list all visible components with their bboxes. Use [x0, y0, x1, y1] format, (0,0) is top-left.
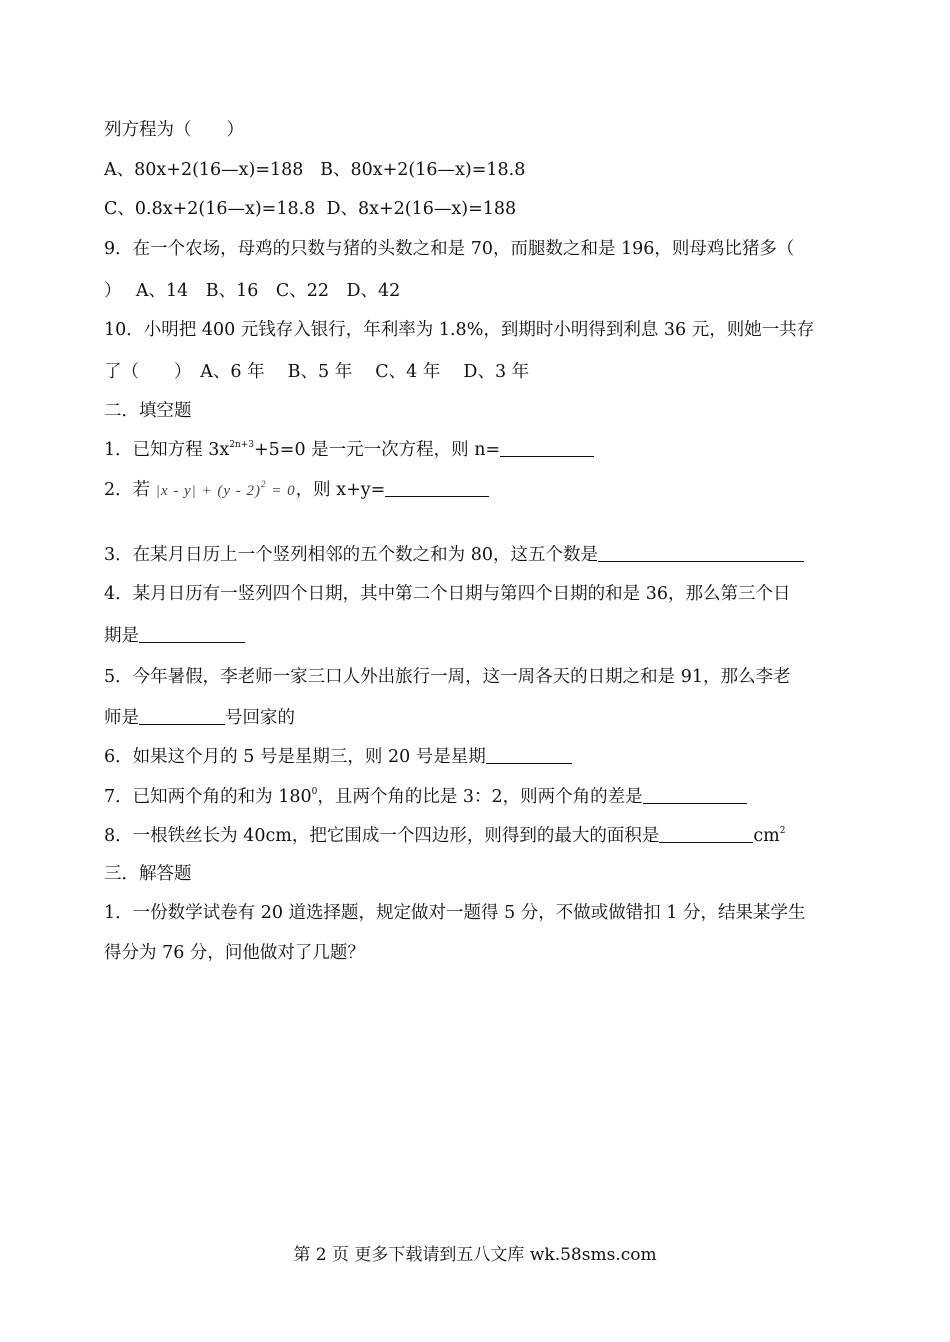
fill-q7-blank [643, 787, 747, 804]
fill-q4-line2 [104, 624, 850, 648]
fill-q2-pre: 2．若 [104, 480, 151, 500]
fill-q8 [104, 824, 850, 848]
fill-q2-post: ，则 x+y= [295, 480, 386, 500]
fill-q8-text: 8．一根铁丝长为 40cm，把它围成一个四边形，则得到的最大的面积是 [104, 826, 660, 846]
fill-q4-blank [139, 626, 245, 643]
fill-q6 [104, 745, 850, 769]
fill-q5-blank [139, 708, 225, 725]
fill-q4-text: 期是 [104, 626, 139, 646]
q8-option-b: B、80x+2(16—x)=18.8 [320, 160, 526, 180]
fill-q1 [104, 438, 850, 462]
fill-q2-blank [385, 480, 489, 497]
fill-q8-unit-exponent: 2 [779, 826, 786, 836]
answer-q1-line1: 1．一份数学试卷有 20 道选择题，规定做对一题得 5 分，不做或做错扣 1 分，结果某学生 [104, 903, 806, 923]
fill-q1-pre: 1．已知方程 3x [104, 440, 230, 460]
fill-q5-pre: 师是 [104, 708, 139, 728]
answer-section-title: 三．解答题 [104, 864, 192, 884]
q8-option-d: D、8x+2(16—x)=188 [326, 199, 517, 219]
fill-q8-unit: cm [753, 826, 780, 846]
fill-q7-degree: 0 [311, 787, 318, 797]
fill-q4-line1: 4．某月日历有一竖列四个日期，其中第二个日期与第四个日期的和是 36，那么第三个日 [104, 584, 791, 604]
q10-options: 了（ ） A、6 年 B、5 年 C、4 年 D、3 年 [104, 362, 530, 382]
fill-q2 [104, 478, 850, 503]
q9-stem: 9．在一个农场，母鸡的只数与猪的头数之和是 70，而腿数之和是 196，则母鸡比猪多（ [104, 239, 795, 259]
q10-stem: 10．小明把 400 元钱存入银行，年利率为 1.8%，到期时小明得到利息 36 元，则她一共存 [104, 320, 815, 340]
fill-q8-blank [659, 826, 753, 843]
fill-q5-line1: 5．今年暑假，李老师一家三口人外出旅行一周，这一周各天的日期之和是 91，那么李老 [104, 667, 791, 687]
fill-q1-blank [500, 440, 594, 457]
fill-q1-exponent: 2n+3 [229, 440, 254, 450]
fill-q5-post: 号回家的 [225, 708, 295, 728]
q8-options-ab [104, 158, 850, 182]
fill-q3-blank [598, 545, 804, 562]
fill-section-title: 二．填空题 [104, 401, 192, 421]
fill-q1-post: +5=0 是一元一次方程，则 n= [254, 440, 501, 460]
fill-q6-blank [486, 747, 572, 764]
fill-q7 [104, 785, 850, 809]
q8-options-cd [104, 197, 850, 221]
fill-q2-formula: |x - y| + (y - 2)$^2$ = 0 [155, 479, 296, 499]
fill-q7-post: ，且两个角的比是 3：2，则两个角的差是 [317, 787, 643, 807]
fill-q6-text: 6．如果这个月的 5 号是星期三，则 20 号是星期 [104, 747, 486, 767]
q8-stem-tail: 列方程为（ ） [104, 120, 244, 140]
page-footer: 第 2 页 更多下载请到五八文库 wk.58sms.com [293, 1245, 657, 1265]
q8-option-c: C、0.8x+2(16—x)=18.8 [104, 199, 316, 219]
fill-q3 [104, 543, 850, 567]
q8-option-a: A、80x+2(16—x)=188 [104, 160, 304, 180]
fill-q3-text: 3．在某月日历上一个竖列相邻的五个数之和为 80，这五个数是 [104, 545, 598, 565]
fill-q7-pre: 7．已知两个角的和为 180 [104, 787, 312, 807]
fill-q5-line2 [104, 706, 850, 730]
answer-q1-line2: 得分为 76 分，问他做对了几题？ [104, 943, 365, 963]
q9-options: ） A、14 B、16 C、22 D、42 [104, 281, 401, 301]
